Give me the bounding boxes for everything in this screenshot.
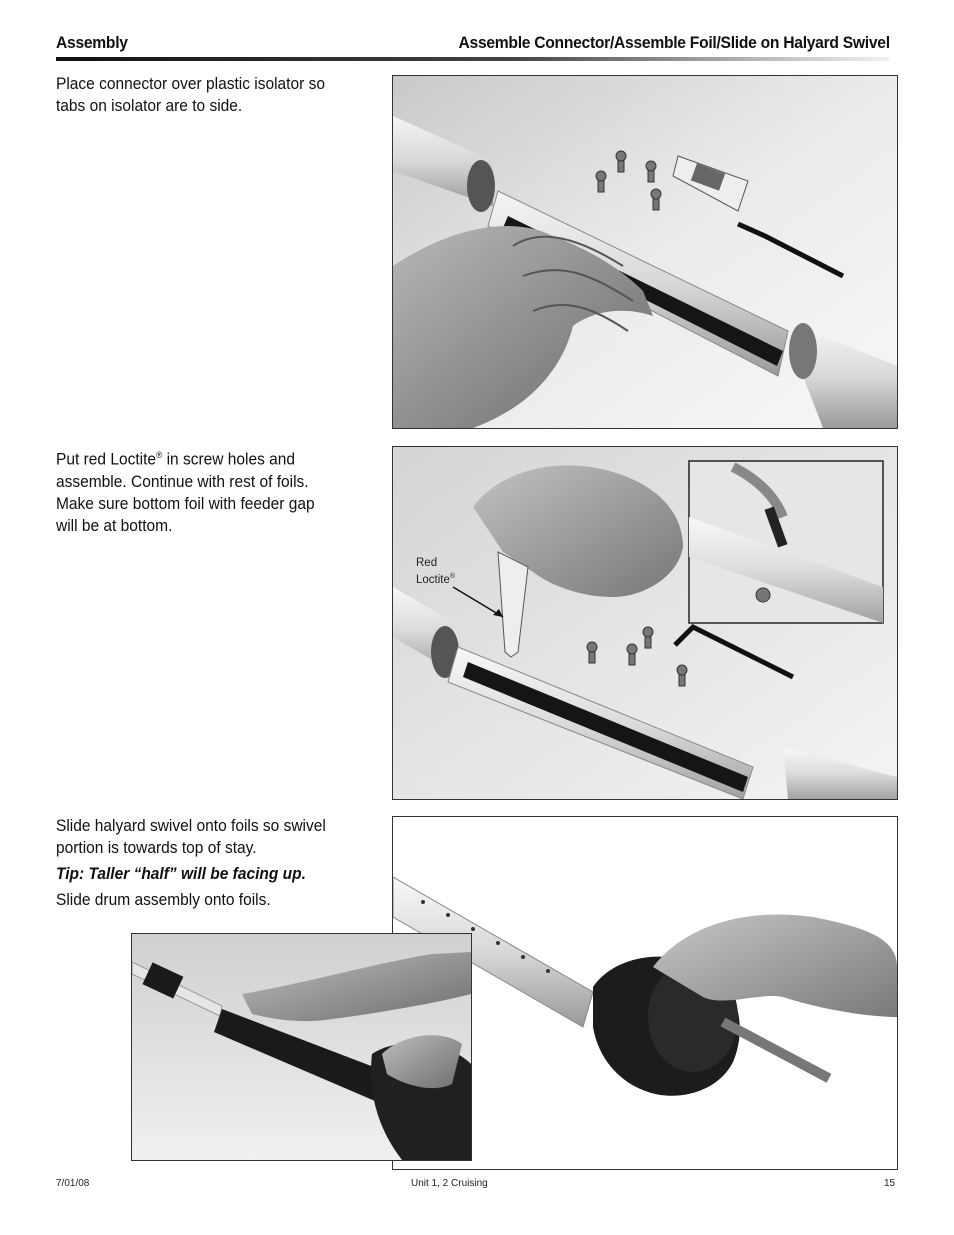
callout-loctite: Loctite — [416, 573, 450, 586]
footer-unit: Unit 1, 2 Cruising — [411, 1178, 488, 1189]
step-2-text-before: Put red Loctite — [56, 450, 157, 469]
step-3-tip: Tip: Taller “half” will be facing up. — [56, 865, 306, 883]
page-title: Assemble Connector/Assemble Foil/Slide on Halyard Swivel — [458, 33, 890, 52]
loctite-photo-illustration — [393, 447, 897, 799]
callout-line-1: Red — [416, 557, 438, 569]
step-2-text — [56, 444, 338, 537]
loctite-photo — [392, 446, 898, 800]
step-2-text-after: in screw holes and assemble. Continue with rest of foils. Make sure bottom foil with feeder gap will be at bottom. — [56, 450, 315, 535]
step-2-registered-mark: ® — [156, 450, 163, 460]
callout-registered-mark: ® — [449, 573, 456, 580]
red-loctite-callout — [416, 557, 455, 587]
drum-assembly-illustration — [132, 934, 471, 1160]
header-rule — [56, 57, 890, 61]
step-3-text: Slide halyard swivel onto foils so swivel portion is towards top of stay. — [56, 817, 326, 857]
footer-date: 7/01/08 — [56, 1178, 90, 1189]
step-2-instructions — [56, 444, 338, 541]
connector-photo-illustration — [393, 76, 897, 428]
page-header — [56, 33, 890, 63]
step-3-text-2: Slide drum assembly onto foils. — [56, 891, 271, 909]
connector-photo — [392, 75, 898, 429]
step-1-text: Place connector over plastic isolator so tabs on isolator are to side. — [56, 75, 325, 115]
callout-line-2 — [416, 570, 455, 587]
step-1-instructions — [56, 73, 338, 121]
section-title: Assembly — [56, 33, 128, 52]
page-number: 15 — [884, 1178, 896, 1189]
drum-assembly-photo — [131, 933, 472, 1161]
step-3-instructions — [56, 815, 338, 915]
